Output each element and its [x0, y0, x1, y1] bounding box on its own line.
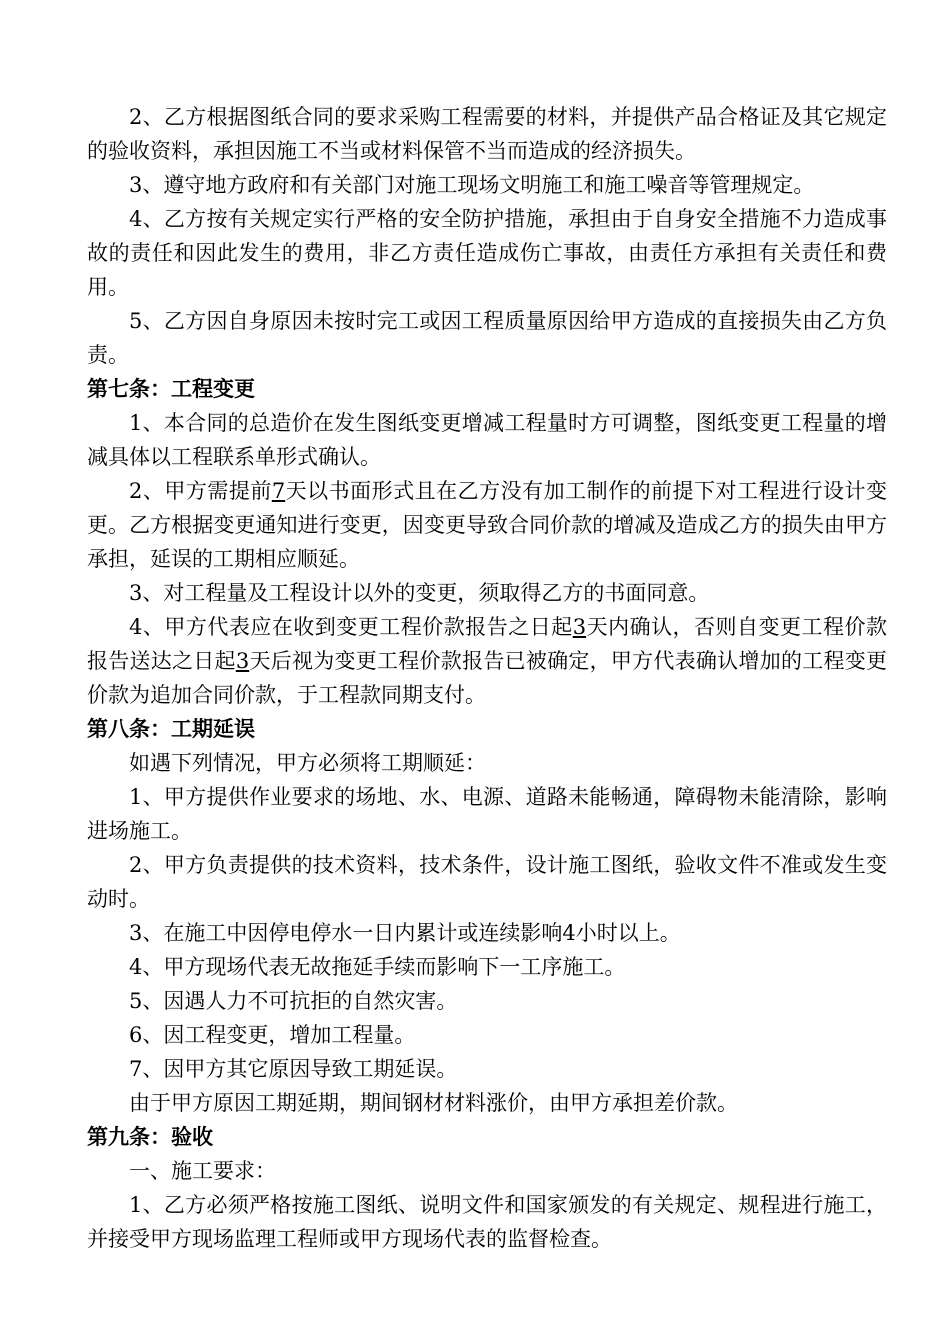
- paragraph-7-1: 1、本合同的总造价在发生图纸变更增减工程量时方可调整，图纸变更工程量的增减具体以工程联系单形式确认。: [87, 411, 887, 469]
- section-heading-article-9: 第九条：验收: [87, 1125, 213, 1149]
- paragraph-8-price-note: 由于甲方原因工期延期，期间钢材材料涨价，由甲方承担差价款。: [129, 1091, 738, 1115]
- document-body: [87, 100, 887, 1256]
- underlined-days-value: 7: [271, 479, 286, 503]
- paragraph-7-4: 4、甲方代表应在收到变更工程价款报告之日起3天内确认，否则自变更工程价款报告送达之日起3天后视为变更工程价款报告已被确定，甲方代表确认增加的工程变更价款为追加合同价款，于工程款同期支付。: [87, 615, 888, 707]
- paragraph-8-4: 4、甲方现场代表无故拖延手续而影响下一工序施工。: [129, 955, 626, 979]
- paragraph-5-losses: 5、乙方因自身原因未按时完工或因工程质量原因给甲方造成的直接损失由乙方负责。: [87, 309, 887, 367]
- section-heading-article-7: 第七条：工程变更: [87, 377, 255, 401]
- paragraph-8-intro: 如遇下列情况，甲方必须将工期顺延：: [129, 751, 486, 775]
- paragraph-2-materials: 2、乙方根据图纸合同的要求采购工程需要的材料，并提供产品合格证及其它规定的验收资料，承担因施工不当或材料保管不当而造成的经济损失。: [87, 105, 887, 163]
- paragraph-8-6: 6、因工程变更，增加工程量。: [129, 1023, 416, 1047]
- section-heading-article-8: 第八条：工期延误: [87, 717, 255, 741]
- paragraph-3-regulations: 3、遵守地方政府和有关部门对施工现场文明施工和施工噪音等管理规定。: [129, 173, 815, 197]
- paragraph-8-5: 5、因遇人力不可抗拒的自然灾害。: [129, 989, 458, 1013]
- paragraph-4-safety: 4、乙方按有关规定实行严格的安全防护措施，承担由于自身安全措施不力造成事故的责任和因此发生的费用，非乙方责任造成伤亡事故，由责任方承担有关责任和费用。: [87, 207, 887, 299]
- underlined-days-value: 3: [572, 615, 587, 639]
- underlined-days-value: 3: [235, 649, 250, 673]
- paragraph-8-7: 7、因甲方其它原因导致工期延误。: [129, 1057, 458, 1081]
- paragraph-7-2: 2、甲方需提前7天以书面形式且在乙方没有加工制作的前提下对工程进行设计变更。乙方根据变更通知进行变更，因变更导致合同价款的增减及造成乙方的损失由甲方承担，延误的工期相应顺延。: [87, 479, 887, 571]
- paragraph-7-3: 3、对工程量及工程设计以外的变更，须取得乙方的书面同意。: [129, 581, 710, 605]
- paragraph-9-1: 1、乙方必须严格按施工图纸、说明文件和国家颁发的有关规定、规程进行施工，并接受甲方现场监理工程师或甲方现场代表的监督检查。: [87, 1193, 887, 1251]
- paragraph-8-3: 3、在施工中因停电停水一日内累计或连续影响4小时以上。: [129, 921, 681, 945]
- paragraph-8-1: 1、甲方提供作业要求的场地、水、电源、道路未能畅通，障碍物未能清除，影响进场施工。: [87, 785, 887, 843]
- paragraph-8-2: 2、甲方负责提供的技术资料，技术条件，设计施工图纸，验收文件不准或发生变动时。: [87, 853, 887, 911]
- paragraph-9-subheading: 一、施工要求：: [129, 1159, 276, 1183]
